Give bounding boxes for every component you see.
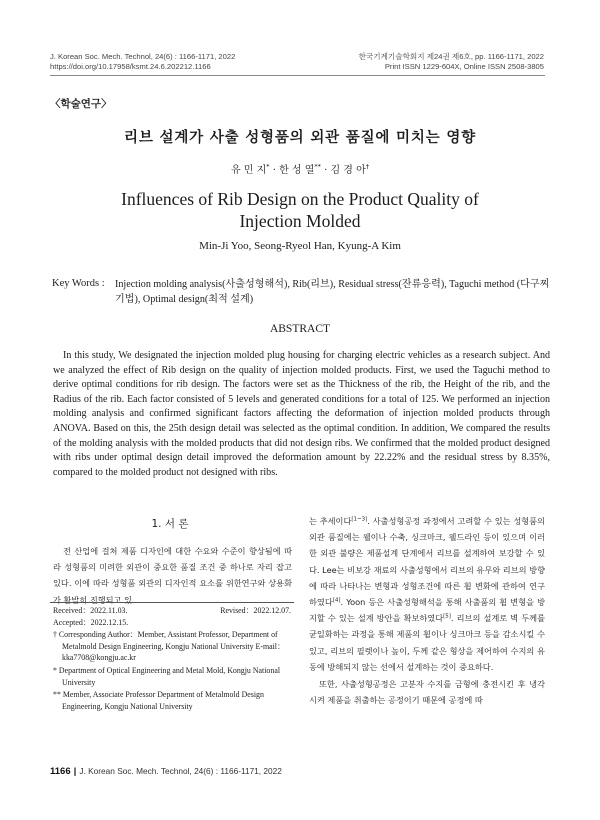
revised-date: Revised：2022.12.07. — [220, 606, 291, 615]
doi-link[interactable]: https://doi.org/10.17958/ksmt.24.6.202212.1166 — [50, 62, 211, 71]
text-run: . Yoon 등은 사출성형해석을 통해 사출품의 휨 변형을 방지할 수 있는 설계 방안을 확보하였다 — [309, 597, 545, 624]
affiliation-note-2: ** Member, Associate Professor Department of Metalmold Design Engineering, Kongju National University — [53, 690, 264, 711]
author-1-mark: * — [266, 162, 270, 171]
abstract-body: In this study, We designated the injection molded plug housing for charging electric vehicles as a research subject. And we analyzed the effect of Rib design on the quality of injection molded products. First, we used the Taguchi method to derive optimal conditions for rib design. The factors were set as the Thickness of the rib, the Height of the rib, and the Radius of the rib. Each factor consisted of 5 levels and generated conditions for a total of 125. We performed an injection molding analysis and confirmed significant factors affecting the deformation of injection molded products through ANOVA. Based on this, the 25th design detail was selected as the optimal condition. In addition, We compared the results of the molding analysis with the molded products that did not design ribs. We confirmed that the molded product designed with ribs under optimal design detail improved the deformation amount by 22.22% and the residual stress by 8.35%, compared to the molded product not designed with ribs. — [53, 350, 550, 478]
page-footer — [50, 766, 282, 777]
footnotes — [53, 605, 293, 712]
authors-korean — [0, 161, 600, 176]
introduction-paragraph-1 — [309, 513, 545, 675]
section-heading-introduction: 1. 서 론 — [151, 518, 189, 530]
accepted-line — [53, 617, 293, 629]
corresponding-author-note: † Corresponding Author：Member, Assistant Professor, Department of Metalmold Design Engineering, Kongju National University E-mail：kka7708@kongju.ac.kr — [53, 630, 285, 663]
title-english — [0, 188, 600, 232]
affiliation-note-1: * Department of Optical Engineering and Metal Mold, Kongju National University — [53, 665, 281, 687]
keywords-text: Injection molding analysis(사출성형해석), Rib(리브), Residual stress(잔류응력), Taguchi method (다구찌 기법), Optimal design(최적 설계) — [115, 279, 550, 305]
journal-citation-header — [50, 52, 235, 72]
accepted-date: Accepted：2022.12.15. — [53, 617, 129, 627]
author-1: 유 민 지 — [230, 165, 267, 176]
author-separator: · — [269, 165, 280, 176]
text-run: 는 추세이다 — [309, 516, 352, 526]
footer-citation: ∥ J. Korean Soc. Mech. Technol, 24(6) : 1166-1171, 2022 — [70, 766, 282, 776]
author-separator: · — [320, 165, 331, 176]
received-date: Received：2022.11.03. — [53, 606, 128, 615]
issn-info: Print ISSN 1229-604X, Online ISSN 2508-3805 — [384, 62, 544, 71]
journal-citation-ko: 한국기계기술학회지 제24권 제6호, pp. 1166-1171, 2022 — [358, 52, 544, 61]
introduction-right-column — [309, 513, 545, 708]
author-2: 한 성 열 — [279, 165, 315, 176]
abstract-heading: ABSTRACT — [269, 323, 331, 335]
keywords-label: Key Words : — [52, 278, 105, 289]
journal-citation: J. Korean Soc. Mech. Technol, 24(6) : 1166-1171, 2022 — [50, 52, 236, 61]
citation-ref: [5] — [443, 613, 451, 620]
footnote-divider — [50, 602, 294, 603]
page-number: 1166 — [50, 766, 71, 777]
citation-ref: [1~3] — [351, 516, 368, 523]
introduction-paragraph-2: 또한, 사출성형공정은 고분자 수지를 금형에 충전시킨 후 냉각시켜 제품을 취출하는 공정이기 때문에 공정에 따 — [309, 679, 545, 706]
author-3: 김 경 아 — [330, 165, 366, 176]
author-3-mark: † — [365, 162, 370, 171]
text-run: . 사출성형공정 과정에서 고려할 수 있는 성형품의 외관 품질에는 웰이나 수축, 싱크마크, 웰드라인 등이 있으며 이러한 외관 불량은 제품설계 단계에서 리브를 설계하여 보강할 수 있다. Lee는 비보강 재료의 사출성형에서 리브의 유무와 리브의 방향에 따라 나타나는 변형과 성형조건에 따른 휨 변화에 관하여 연구하였다 — [309, 516, 545, 608]
journal-issn-header — [359, 52, 544, 72]
title-korean: 리브 설계가 사출 성형품의 외관 품질에 미치는 영향 — [124, 130, 476, 146]
title-english-line2: Injection Molded — [239, 211, 361, 231]
title-english-line1: Influences of Rib Design on the Product Quality of — [121, 189, 479, 209]
received-revised-line — [53, 605, 293, 617]
introduction-left-column: 전 산업에 걸쳐 제품 디자인에 대한 수요와 수준이 향상됨에 따라 성형품의 미려한 외관이 중요한 품질 조건 중 하나로 자리 잡고 있다. 이에 따라 성형품 외관의 디자인적 요소를 위한연구와 상용화가 활발히 진행되고 있 — [53, 546, 292, 605]
header-divider — [50, 75, 545, 76]
text-run: . 리브의 설계로 벽 두께를 균일화하는 과정을 통해 제품의 휨이나 싱크마크 등을 감소시킬 수 있고, 리브의 필렛이나 높이, 두께 같은 형상을 제어하여 수지의 유동에 방해되지 않는 선에서 설계하는 것이 중요하다. — [309, 613, 545, 672]
author-2-mark: ** — [314, 162, 321, 171]
article-category: 〈학술연구〉 — [50, 98, 112, 110]
citation-ref: [4] — [332, 597, 341, 604]
authors-english: Min-Ji Yoo, Seong-Ryeol Han, Kyung-A Kim — [199, 240, 401, 252]
